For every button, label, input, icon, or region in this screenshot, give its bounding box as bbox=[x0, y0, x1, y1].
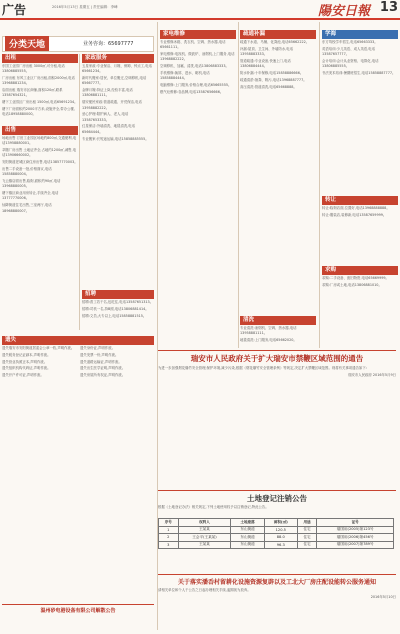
list-item: 遗失营业执照正本,声明作废。 bbox=[2, 359, 48, 364]
list-item: 电脑维修:上门服务,价格合理,电话65665555。 bbox=[160, 83, 232, 88]
list-item: 英语培训:少儿英语、成人英语,电话13587657777。 bbox=[322, 46, 376, 57]
list-item: 飞云镇店面出售,临街,面积约90㎡,电话13968880005。 bbox=[2, 179, 61, 189]
banner-phone: 业务咨询：65697777 bbox=[83, 41, 134, 47]
cleaning-list bbox=[240, 326, 316, 346]
divider bbox=[158, 574, 396, 575]
list-item: 空调移机、加氟、清洗,电话13806883333。 bbox=[160, 64, 229, 69]
lost-list-left bbox=[2, 346, 76, 596]
list-item: 遗失房屋所有权证,声明作废。 bbox=[80, 373, 126, 378]
table-cell: 瑞国用(2006)第456号 bbox=[317, 534, 394, 542]
land-table bbox=[158, 518, 394, 549]
list-item: 瑞安便民家政:管道疏通、开荒保洁,电话13958882222。 bbox=[82, 100, 142, 110]
notice-body-firecracker bbox=[158, 366, 396, 486]
table-header: 证号 bbox=[317, 519, 394, 527]
newspaper-brand: 陽安日報 bbox=[317, 4, 370, 19]
transfer-list bbox=[322, 206, 398, 262]
table-cell: 东山街道 bbox=[231, 534, 264, 542]
list-item: 书法美术培训:暑期班招生,电话15858887777。 bbox=[322, 70, 396, 75]
section-rent: 出租 bbox=[2, 54, 78, 63]
recruit-list bbox=[82, 300, 154, 330]
table-header: 土地座落 bbox=[231, 519, 264, 527]
list-item: 五星家政:专业保洁、月嫂、保姆、钟点工,电话65661234。 bbox=[82, 64, 153, 74]
list-item: 转让:临街店面,位置好,电话13968888888。 bbox=[322, 206, 390, 210]
table-cell: 住宅 bbox=[297, 534, 317, 542]
table-header-row bbox=[159, 519, 394, 527]
repair-list bbox=[160, 40, 236, 300]
table-cell: 王某某 bbox=[178, 541, 231, 549]
rent-list bbox=[2, 64, 78, 124]
list-item: 遗失组织机构代码证,声明作废。 bbox=[2, 366, 51, 371]
section-study: 学海 bbox=[322, 30, 398, 39]
section-wanted: 求购 bbox=[322, 266, 398, 275]
list-item: 金牌月嫂:持证上岗,经验丰富,电话13806881111。 bbox=[82, 88, 133, 98]
notice-title-village: 关于落实潘岙村留耕化设施资源复辟以及工北大厂房庄配设能转公服务通知 bbox=[177, 579, 376, 586]
list-item: 遗失出生医学证明,声明作废。 bbox=[80, 366, 126, 371]
list-item: 求购:二手设备、废旧物资,电话65669999。 bbox=[322, 276, 389, 280]
table-cell: 东山街道 bbox=[231, 526, 264, 534]
table-cell: 88.0 bbox=[264, 534, 297, 542]
list-item: 招聘:司机一名,持B照,电话13806881414。 bbox=[82, 306, 149, 311]
section-sale: 出售 bbox=[2, 126, 78, 135]
notice-paragraph: 请相关单位和个人于公告之日起办理相关手续,逾期视为放弃。 bbox=[158, 588, 251, 592]
list-item: 地毯清洗:上门服务,电话65662020。 bbox=[240, 338, 297, 343]
table-cell: 96.3 bbox=[264, 541, 297, 549]
table-header: 权利人 bbox=[178, 519, 231, 527]
list-item: 高压清洗:管道清洗,电话65668888。 bbox=[240, 84, 297, 89]
list-item: 场地出售 汀田工业园区场地约800㎡,交通便利,电话13958880001。 bbox=[2, 136, 77, 146]
list-item: 厂房出租 东风工业区厂房出租,面积2000㎡,电话13968881234。 bbox=[2, 76, 75, 86]
list-item: 新时代搬家:居民、单位搬迁,空调移机,电话65667777。 bbox=[82, 76, 147, 86]
table-cell: 住宅 bbox=[297, 541, 317, 549]
table-cell: 120.5 bbox=[264, 526, 297, 534]
table-row bbox=[159, 534, 394, 542]
list-item: 店面出租 瑞安市区商铺,面积120㎡,联系13587654321。 bbox=[2, 88, 63, 98]
list-item: 塘下工业园区厂房出租 1500㎡,电话65691234。 bbox=[2, 100, 78, 105]
section-label: 广告 bbox=[2, 3, 27, 17]
list-item: 招聘:普工若干名,包吃住,电话13587651313。 bbox=[82, 300, 154, 304]
table-cell: 瑞国用(2005)第123号 bbox=[317, 526, 394, 534]
section-recruit: 招聘 bbox=[82, 290, 154, 299]
section-lost: 遗失 bbox=[2, 336, 154, 345]
list-item: 出售二手设备一批,价格面议,电话15858880004。 bbox=[2, 166, 52, 177]
list-item: 遗失发票一份,声明作废。 bbox=[80, 352, 119, 357]
column-divider bbox=[238, 22, 239, 348]
table-header: 用途 bbox=[297, 519, 317, 527]
divider bbox=[158, 350, 396, 351]
list-item: 爱心护理:陪护病人、老人,电话13587653333。 bbox=[82, 112, 129, 122]
list-item: 家电维修:电视机、微波炉、油烟机,上门服务,电话13968882222。 bbox=[160, 52, 235, 62]
notice-signature: 瑞安市人民政府 2016年5月9日 bbox=[348, 372, 396, 377]
list-item: 管道疏通:专业设备,快速上门,电话13806884444。 bbox=[240, 58, 291, 69]
table-cell: 1 bbox=[159, 526, 179, 534]
column-divider bbox=[157, 22, 158, 630]
page-header bbox=[0, 0, 400, 20]
list-item: 手机维修:换屏、进水、刷机,电话15858884444。 bbox=[160, 70, 210, 81]
list-item: 专业清洗:油烟机、空调、热水器,电话13958881111。 bbox=[240, 326, 297, 336]
notice-title-land: 土地登记注销公告 bbox=[247, 494, 307, 503]
notice-body-village bbox=[158, 588, 396, 628]
table-cell: 2 bbox=[159, 534, 179, 542]
sale-list bbox=[2, 136, 78, 326]
list-item: 遗失道路运输证,声明作废。 bbox=[80, 359, 122, 364]
notice-body-land: 根据《土地登记办法》相关规定,下列土地使用权予以注销登记,特此公告。 bbox=[158, 505, 269, 509]
study-list bbox=[322, 40, 398, 190]
classified-banner bbox=[2, 36, 154, 52]
table-row bbox=[159, 526, 394, 534]
table-header: 面积(㎡) bbox=[264, 519, 297, 527]
table-cell: 瑞国用(2007)第789号 bbox=[317, 541, 394, 549]
table-cell: 3 bbox=[159, 541, 179, 549]
list-item: 疏通清淤:抽粪、吸污,电话13968887777。 bbox=[240, 77, 307, 82]
list-item: 红星保洁:外墙清洗、地毯清洗,电话65664444。 bbox=[82, 124, 136, 134]
list-item: 求购:厂房或土地,电话13806881010。 bbox=[322, 282, 382, 287]
column-divider bbox=[79, 54, 80, 330]
table-cell: 住宅 bbox=[297, 526, 317, 534]
footer-notice-title: 温州砂电港设备有限公司解散公告 bbox=[40, 608, 116, 614]
notice-title-firecracker: 瑞安市人民政府关于扩大瑞安市禁鞭区域范围的通告 bbox=[190, 354, 364, 363]
pipe-list bbox=[240, 40, 316, 310]
lost-list-right bbox=[80, 346, 154, 596]
table-cell: 王某某 bbox=[178, 526, 231, 534]
list-item: 遗失税务登记证副本,声明作废。 bbox=[2, 352, 51, 357]
banner-title: 分类天地 bbox=[5, 36, 49, 51]
list-item: 东方驾校学车招生,电话65663333。 bbox=[322, 40, 378, 44]
header-meta: 2016年5月13日 星期五 | 责任编辑：李峰 bbox=[52, 5, 118, 9]
section-house: 家政服务 bbox=[82, 54, 154, 63]
page-number: 13 bbox=[379, 0, 398, 15]
list-item: 防水补漏:十年保修,电话15858886666。 bbox=[240, 70, 304, 75]
column-divider bbox=[319, 22, 320, 348]
wanted-list bbox=[322, 276, 398, 316]
list-item: 仙降街道住宅出售,三室两厅,电话18968880007。 bbox=[2, 203, 52, 213]
list-item: 补漏:屋顶、卫生间、外墙防水,电话13958883333。 bbox=[240, 46, 294, 57]
house-list bbox=[82, 64, 154, 284]
notice-paragraph: 为进一步加强烟花爆竹安全管理,保护环境,减少污染,根据《烟花爆竹安全管理条例》等规定,决定扩大禁鞭区域范围。现将有关事项通告如下: bbox=[158, 366, 367, 370]
list-item: 转让:服装店,装修新,电话13587659999。 bbox=[322, 212, 387, 217]
section-pipe: 疏通补漏 bbox=[240, 30, 316, 39]
list-item: 招聘:文员,大专以上,电话15858881515。 bbox=[82, 313, 147, 318]
list-item: 专业维修冰箱、洗衣机、空调、热水器,电话65661111。 bbox=[160, 40, 226, 50]
list-item: 燃气灶维修:各品牌,电话13587656666。 bbox=[160, 89, 224, 94]
list-item: 专业搬家:长短途运输,电话15858885555。 bbox=[82, 136, 149, 141]
list-item: 遗失身份证,声明作废。 bbox=[80, 346, 115, 350]
notice-signature: 2016年5月10日 bbox=[370, 594, 396, 599]
section-repair: 家电维修 bbox=[160, 30, 236, 39]
table-row bbox=[159, 541, 394, 549]
list-item: 塘下厂房面积约2000平方米,设施齐全,带办公楼,电话18958880000。 bbox=[2, 107, 75, 117]
section-transfer: 转让 bbox=[322, 196, 398, 205]
list-item: 疏通下水道、马桶、化粪池,电话65662222。 bbox=[240, 40, 310, 44]
list-item: 塘下镇区商业用房转让,手续齐全,电话13777770006。 bbox=[2, 191, 59, 201]
table-header: 序号 bbox=[159, 519, 179, 527]
table-cell: 东山街道 bbox=[231, 541, 264, 549]
section-cleaning: 清洗 bbox=[240, 316, 316, 325]
divider bbox=[158, 490, 396, 491]
list-item: 会计培训:会计从业资格、电算化,电话13806885555。 bbox=[322, 58, 379, 69]
list-item: 莘塍厂房出售 土地证齐全,占地约1200㎡,诚售,电话13906660002。 bbox=[2, 148, 76, 158]
list-item: 遗失瑞安市安阳街道居委会公章一枚,声明作废。 bbox=[2, 346, 75, 350]
list-item: 遗失开户许可证,声明作废。 bbox=[2, 373, 44, 378]
divider bbox=[2, 604, 154, 605]
table-cell: 王会平(王某某) bbox=[178, 534, 231, 542]
list-item: 安阳街道老城区商住房出售,电话13857770003。 bbox=[2, 160, 78, 165]
list-item: 东国工业园厂房出租 3000㎡,可分租,电话13806885555。 bbox=[2, 64, 65, 74]
